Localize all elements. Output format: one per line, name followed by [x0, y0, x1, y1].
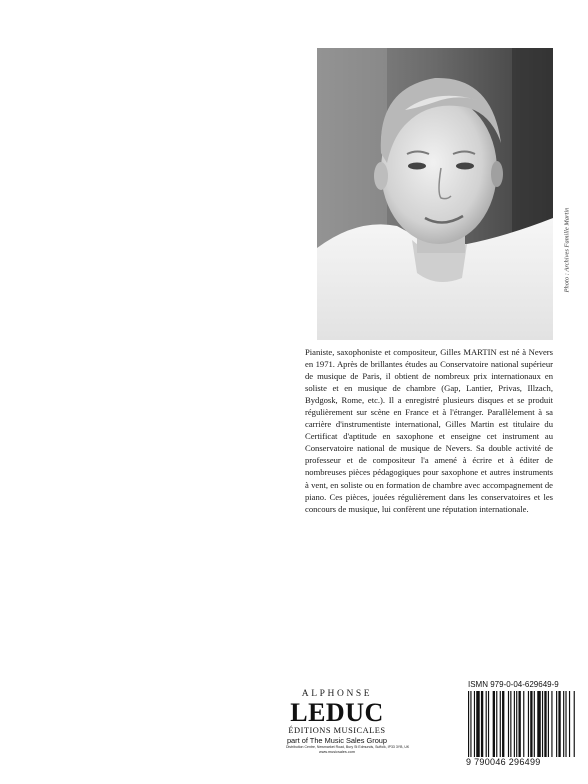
composer-portrait-photo: [317, 48, 553, 340]
barcode-bar: [544, 691, 546, 757]
photo-credit: Photo : Archives Famille Martin: [563, 207, 571, 293]
publisher-logo: [286, 689, 410, 755]
barcode-bar: [508, 691, 509, 757]
composer-biography: Pianiste, saxophoniste et compositeur, Gilles MARTIN est né à Nevers en 1971. Après de brillantes études au Conservatoire national supérieur de musique de Paris, il obtient de nombreux prix internationaux en soliste et en musique de chambre (Gap, Lantier, Privas, Illzach, Bydgosk, Rome, etc.). Il a enregistré plusieurs disques et se produit régulièrement sur scène en France et à l'étranger. Parallèlement à sa carrière d'instrumentiste international, Gilles Martin est titulaire du Certificat d'aptitude en saxophone et enseigne cet instrument au Conservatoire national de musique de Nevers. Sa double activité de professeur et de compositeur l'a amené à écrire et à éditer de nombreuses pièces pédagogiques pour saxophone et autres instruments à vent, en soliste ou en formation de chambre avec accompagnement de piano. Ces pièces, jouées régulièrement dans les conservatoires et les concours de musique, lui confèrent une réputation internationale.: [305, 347, 553, 514]
barcode-bar: [500, 691, 501, 757]
barcode-bar: [548, 691, 549, 757]
barcode-bar: [510, 691, 511, 757]
barcode-bar: [528, 691, 529, 757]
barcode-bar: [530, 691, 532, 757]
publisher-address: Distribution Centre, Newmarket Road, Bury St Edmunds, Suffolk, IP33 3YB, UK: [286, 745, 410, 749]
publisher-group: part of The Music Sales Group: [286, 736, 388, 745]
barcode-bar: [488, 691, 489, 757]
barcode-bar: [476, 691, 480, 757]
barcode-bar: [486, 691, 487, 757]
barcode-bar: [514, 691, 515, 757]
barcode-bar: [565, 691, 566, 757]
barcode-digits: 9 790046 296499: [466, 757, 541, 767]
publisher-name: LEDUC: [290, 698, 384, 727]
publisher-website: www.musicsales.com: [318, 750, 356, 754]
publisher-subtitle: ÉDITIONS MUSICALES: [288, 726, 386, 735]
barcode-bar: [516, 691, 517, 757]
barcode-bar: [496, 691, 497, 757]
barcode-bar: [523, 691, 524, 757]
barcode-bar: [563, 691, 564, 757]
barcode-bar: [569, 691, 570, 757]
barcode-bar: [574, 691, 575, 757]
barcode-bar: [474, 691, 475, 757]
barcode-bar: [470, 691, 471, 757]
barcode-bar: [556, 691, 557, 757]
ismn-label: ISMN 979-0-04-629649-9: [468, 680, 559, 689]
barcode-bar: [468, 691, 469, 757]
publisher-first-name: ALPHONSE: [301, 689, 373, 699]
barcode-bar: [493, 691, 495, 757]
barcode-bar: [558, 691, 560, 757]
barcode-bar: [518, 691, 520, 757]
barcode-bar: [542, 691, 543, 757]
barcode-bar: [481, 691, 483, 757]
barcode-bar: [534, 691, 535, 757]
barcode-bar: [537, 691, 541, 757]
barcode: [468, 691, 576, 757]
barcode-bar: [551, 691, 552, 757]
barcode-bar: [502, 691, 504, 757]
